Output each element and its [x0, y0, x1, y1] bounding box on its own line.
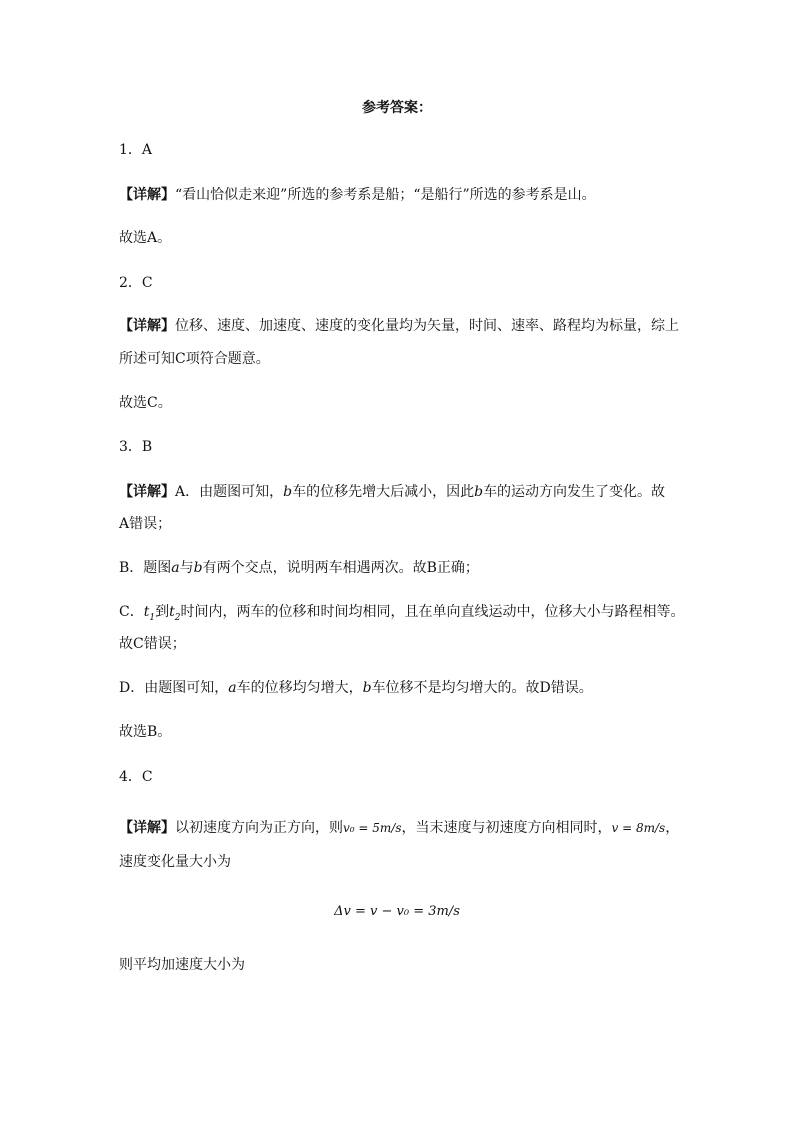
var-a: a: [171, 560, 180, 576]
detail-3-d-pre: D．由题图可知，: [119, 680, 229, 696]
answer-3: 3．B: [119, 439, 153, 455]
detail-3-a-line2: A错误；: [119, 516, 172, 532]
detail-3-c-post: 时间内，两车的位移和时间均相同，且在单向直线运动中，位移大小与路程相等。: [180, 604, 685, 620]
var-t: t: [143, 604, 150, 620]
detail-3-d-mid: 车的位移均匀增大，: [236, 680, 363, 696]
var-t: t: [169, 604, 175, 620]
detail-1: [119, 185, 596, 205]
detail-3-c: [119, 602, 684, 628]
detail-2: [119, 316, 679, 336]
detail-4-end: ，: [665, 820, 680, 836]
detail-2-text: 位移、速度、加速度、速度的变化量均为矢量，时间、速率、路程均为标量，综上: [175, 318, 679, 334]
var-b: b: [474, 484, 484, 500]
conclusion-3: 故选B。: [119, 724, 172, 740]
var-b: b: [283, 484, 293, 500]
conclusion-2: 故选C。: [119, 395, 172, 411]
detail-tag: 【详解】: [119, 318, 175, 334]
var-b: b: [193, 560, 203, 576]
detail-3-a-pre: A．由题图可知，: [175, 484, 284, 500]
detail-3-b-post: 有两个交点，说明两车相遇两次。故B正确；: [202, 560, 479, 576]
detail-3-a-post: 车的运动方向发生了变化。故: [483, 484, 666, 500]
detail-4-line2: 速度变化量大小为: [119, 854, 231, 870]
answer-4: 4．C: [119, 769, 153, 785]
var-b: b: [362, 680, 372, 696]
formula-v0: v₀ = 5m/s: [343, 821, 402, 835]
detail-3-d-post: 车位移不是均匀增大的。故D错误。: [371, 680, 593, 696]
formula-delta-v: Δv = v − v₀ = 3m/s: [334, 904, 460, 919]
detail-3-b-pre: B．题图: [119, 560, 172, 576]
detail-3-a: [119, 482, 665, 502]
detail-3-d: [119, 678, 593, 698]
conclusion-1: 故选A。: [119, 230, 172, 246]
detail-3-c-mid: 到: [155, 604, 170, 620]
subscript-2: 2: [174, 612, 181, 623]
subscript-1: 1: [149, 612, 156, 623]
detail-3-c-line2: 故C错误；: [119, 636, 186, 652]
detail-3-a-mid: 车的位移先增大后减小，因此: [292, 484, 475, 500]
detail-1-text: “看山恰似走来迎”所选的参考系是船；“是船行”所选的参考系是山。: [175, 187, 596, 203]
detail-3-c-pre: C．: [119, 604, 144, 620]
formula-v: v = 8m/s: [611, 821, 666, 835]
detail-4-pre: 以初速度方向为正方向，则: [175, 820, 343, 836]
detail-3-b: [119, 558, 479, 578]
page-title: 参考答案：: [362, 100, 432, 116]
detail-4: [119, 818, 679, 838]
answer-1: 1．A: [119, 142, 153, 158]
detail-4-mid: ，当末速度与初速度方向相同时，: [401, 820, 612, 836]
detail-tag: 【详解】: [119, 484, 175, 500]
answer-2: 2．C: [119, 275, 153, 291]
var-a: a: [228, 680, 237, 696]
detail-2-line2: 所述可知C项符合题意。: [119, 351, 270, 367]
detail-tag: 【详解】: [119, 820, 175, 836]
detail-tag: 【详解】: [119, 187, 175, 203]
detail-3-b-mid: 与: [179, 560, 194, 576]
detail-4-line3: 则平均加速度大小为: [119, 957, 245, 973]
